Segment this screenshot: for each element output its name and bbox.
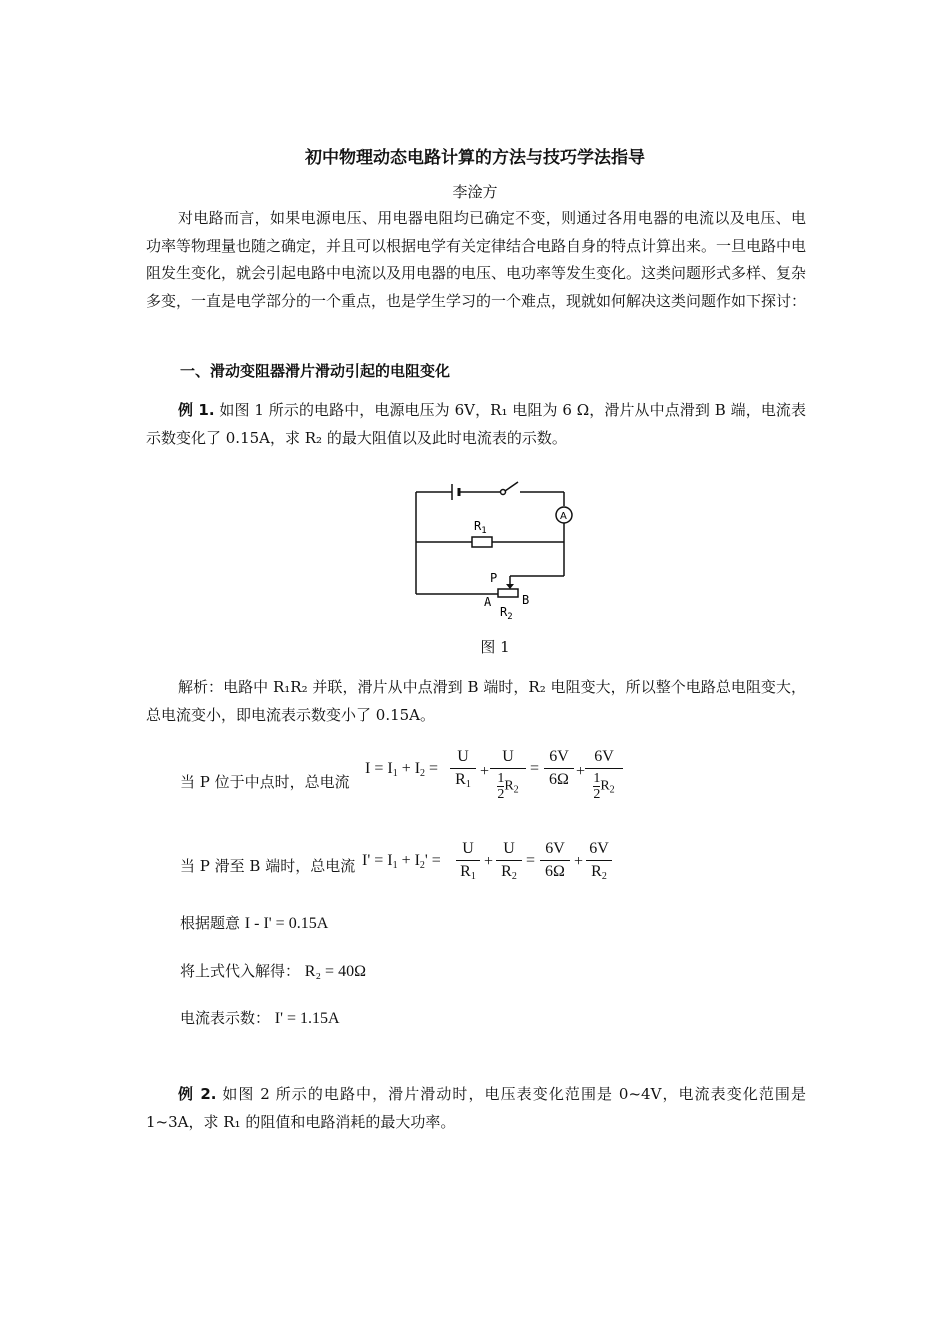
line5: 电流表示数： I' = 1.15A — [180, 1009, 340, 1027]
r1-label: $R_1$ — [474, 519, 487, 536]
formula2-prefix: 当 P 滑至 B 端时，总电流 — [180, 857, 356, 875]
formula1-prefix: 当 P 位于中点时，总电流 — [180, 773, 350, 791]
ammeter-label: A — [560, 511, 567, 522]
intro-paragraph: 对电路而言，如果电源电压、用电器电阻均已确定不变，则通过各用电器的电流以及电压、电功率等物理量也随之确定，并且可以根据电学有关定律结合电路自身的特点计算出来。一旦电路中电阻发生变化，就会引起电路中电流以及用电器的电压、电功率等发生变化。这类问题形式多样、复杂多变，一直是电学部分的一个重点，也是学生学习的一个难点，现就如何解决这类问题作如下探讨： — [146, 209, 807, 310]
example1-text: 如图 1 所示的电路中，电源电压为 6V，R₁ 电阻为 6 Ω，滑片从中点滑到 B 端，电流表示数变化了 0.15A，求 R₂ 的最大阻值以及此时电流表的示数。 — [146, 401, 806, 447]
terminal-a-label: A — [484, 595, 492, 609]
analysis-paragraph: 解析：电路中 R₁R₂ 并联，滑片从中点滑到 B 端时，R₂ 电阻变大，所以整个电路总电阻变大，总电流变小，即电流表示数变小了 0.15A。 — [146, 678, 806, 724]
r2-label: $R_2$ — [500, 605, 513, 622]
document-page: 初中物理动态电路计算的方法与技巧学法指导 李淦方 对电路而言，如果电源电压、用电器电阻均已确定不变，则通过各用电器的电流以及电压、电功率等物理量也随之确定，并且可以根据电学有关定律结合电路自身的特点计算出来。一旦电路中电阻发生变化，就会引起电路中电流以及用电器的电压、电功率等发生变化。这类问题形式多样、复杂多变，一直是电学部分的一个重点，也是学生学习的一个难点，现就如何解决这类问题作如下探讨： 一、滑动变阻器滑片滑动引起的电阻变化 例 1. 如图 1 所示的电路中，电源电压为 6V，R₁ 电阻为 6 Ω，滑片从中点滑到 B 端，电流表示数变化了 0.15A，求 R₂ 的最大阻值以及此时电流表的示数。 A $R_1$ P A B $R_2$ 图 1 解析：电路中 R₁R₂ 并联，滑片从中点滑到 B 端时，R₂ 电阻变大，所以整个电路总电阻变大，总电流变小，即电流表示数变小了 0.15A。 当 P 位于中点时，总电流 $I = I_1 + I_2$ = U $R_1$ + U $\frac{1}{2}$ $R_2$ = 6V 6Ω + 6V $\frac{1}{2}$ $R_2$ 当 P 滑至 B 端时，总电流 $I' = I_1 + I_2'$ = U $R_1$ + U $R_2$ = 6V 6Ω + 6V $R_2$ 根据题意 I - I' = 0.15A 将上式代入解得： R₂ = 40Ω 电流表示数： I' = 1.15A 例 2. 如图 2 所示的电路中，滑片滑动时，电压表变化范围是 0~4V，电流表变化范围是 1~3A，求 R₁ 的阻值和电路消耗的最大功率。 — [0, 0, 950, 1344]
example2-text: 如图 2 所示的电路中，滑片滑动时，电压表变化范围是 0~4V，电流表变化范围是 1~3A，求 R₁ 的阻值和电路消耗的最大功率。 — [146, 1085, 806, 1131]
line4-formula: R₂ = 40Ω — [304, 963, 366, 980]
line4: 将上式代入解得： R₂ = 40Ω — [180, 962, 366, 980]
example2-label: 例 2. — [178, 1085, 217, 1103]
document-author: 李淦方 — [452, 183, 498, 201]
line5-formula: I' = 1.15A — [274, 1010, 340, 1027]
circuit-figure-1 — [400, 470, 590, 630]
document-title: 初中物理动态电路计算的方法与技巧学法指导 — [305, 148, 645, 168]
terminal-b-label: B — [522, 593, 530, 607]
example1-paragraph — [146, 397, 806, 452]
section-heading: 一、滑动变阻器滑片滑动引起的电阻变化 — [180, 362, 451, 380]
figure1-caption: 图 1 — [480, 638, 510, 656]
example1-label: 例 1. — [178, 401, 215, 419]
line3: 根据题意 I - I' = 0.15A — [180, 914, 329, 932]
slider-p-label: P — [490, 571, 498, 585]
line3-formula: I - I' = 0.15A — [244, 915, 329, 932]
example2-paragraph — [146, 1081, 806, 1136]
